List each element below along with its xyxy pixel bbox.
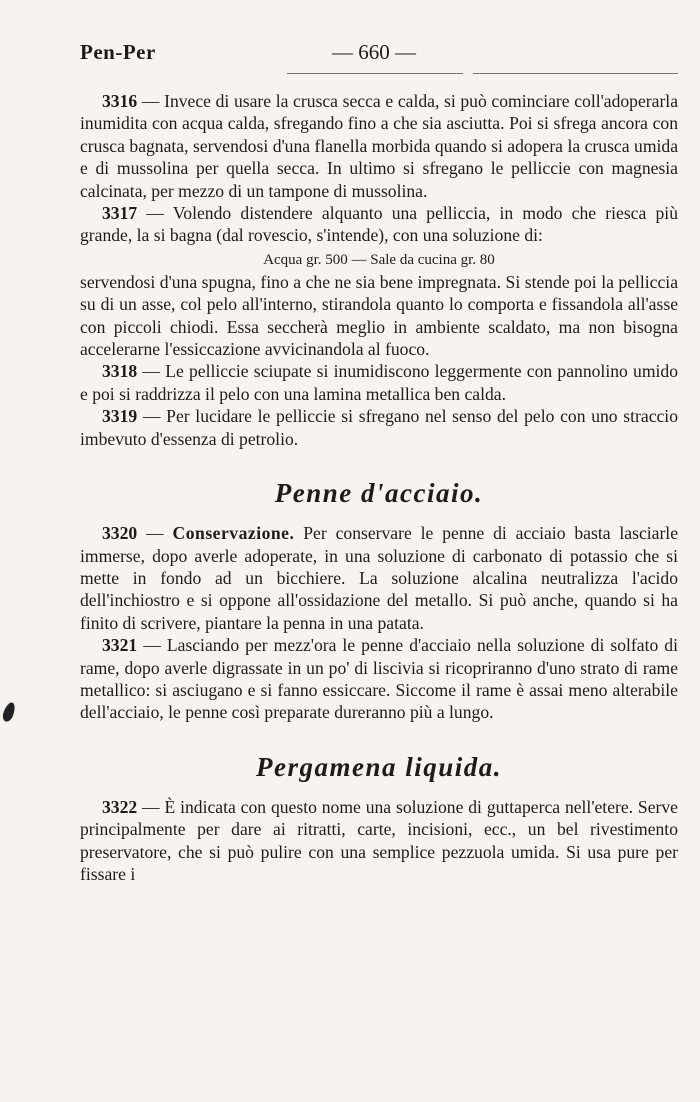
- entry-3317: [80, 202, 678, 247]
- section-title-pergamena: Pergamena liquida.: [255, 751, 502, 782]
- entry-text: — Le pelliccie sciupate si inumidiscono leggermente con pannolino umido e poi si raddrizza il pelo con una lamina metallica ben calda.: [80, 361, 678, 404]
- entry-number: 3316: [102, 91, 138, 111]
- recipe-formula: Acqua gr. 500 — Sale da cucina gr. 80: [263, 251, 495, 268]
- running-header: [80, 40, 678, 70]
- entry-3317-continuation: servendosi d'una spugna, fino a che ne sia bene impregnata. Si stende poi la pelliccia su di un asse, col pelo all'interno, stirandola quanto lo comporta e fissandola all'asse con piccoli chiodi. Essa seccherà meglio in ambiente scaldato, ma non bisogna accelerarne l'essiccazione avvicinandola al fuoco.: [80, 271, 678, 360]
- entry-3316: [80, 90, 678, 202]
- entry-3322: [80, 796, 678, 886]
- entry-text: — Lasciando per mezz'ora le penne d'acciaio nella soluzione di solfato di rame, dopo averle digrassate in un po' di liscivia si ricopriranno d'uno strato di rame metallico: si asciugano e si fanno essiccare. Siccome il rame è assai meno alterabile dell'acciaio, le penne così preparate dureranno più a lungo.: [80, 635, 678, 723]
- entry-dash: —: [137, 523, 173, 544]
- page-number: — 660 —: [332, 40, 416, 64]
- entry-number: 3321: [102, 635, 138, 656]
- entry-text: — È indicata con questo nome una soluzione di guttaperca nell'etere. Serve principalmente per dare ai ritratti, carte, incisioni, ecc., un bel rivestimento preservatore, che si può pulire con una semplice pezzuola umida. Si usa pure per fissare i: [80, 796, 678, 884]
- entry-number: 3317: [102, 203, 138, 224]
- entry-heading: Conservazione.: [172, 523, 295, 544]
- entry-3318: [80, 360, 678, 405]
- entry-3320: [80, 522, 678, 634]
- ink-blot: [1, 701, 17, 723]
- entry-number: 3318: [102, 361, 138, 382]
- entry-number: 3322: [102, 796, 138, 817]
- section-title-penne: Penne d'acciaio.: [274, 478, 484, 509]
- entry-3319: [80, 405, 678, 450]
- header-rule: [287, 73, 463, 74]
- entry-text: — Volendo distendere alquanto una pelliccia, in modo che riesca più grande, la si bagna (dal rovescio, s'intende), con una soluzione di:: [80, 203, 678, 246]
- page: [80, 0, 678, 1102]
- entry-number: 3320: [102, 523, 138, 544]
- section-key: Pen-Per: [80, 40, 156, 64]
- entry-3321: [80, 634, 678, 724]
- entry-text: Per conservare le penne di acciaio basta lasciarle immerse, dopo averle adoperate, in una soluzione di carbonato di potassio che si mette in fondo ad un bicchiere. La soluzione alcalina neutralizza l'acido dell'inchiostro e si oppone all'ossidazione del metallo. Si può anche, quando si ha finito di scrivere, piantare la penna in una patata.: [80, 523, 679, 633]
- entry-text: — Invece di usare la crusca secca e calda, si può cominciare coll'adoperarla inumidita con acqua calda, sfregando fino a che sia asciutta. Poi si sfrega ancora con crusca bagnata, servendosi d'una flanella morbida quando si adopera la crusca umida e di mussolina per quella secca. In ultimo si sfregano le pelliccie con magnesia calcinata, per mezzo di un tampone di mussolina.: [80, 91, 678, 201]
- entry-number: 3319: [102, 406, 138, 427]
- page-body: [80, 90, 678, 885]
- entry-text: — Per lucidare le pelliccie si sfregano nel senso del pelo con uno straccio imbevuto d'essenza di petrolio.: [80, 406, 678, 449]
- header-rule: [473, 73, 678, 74]
